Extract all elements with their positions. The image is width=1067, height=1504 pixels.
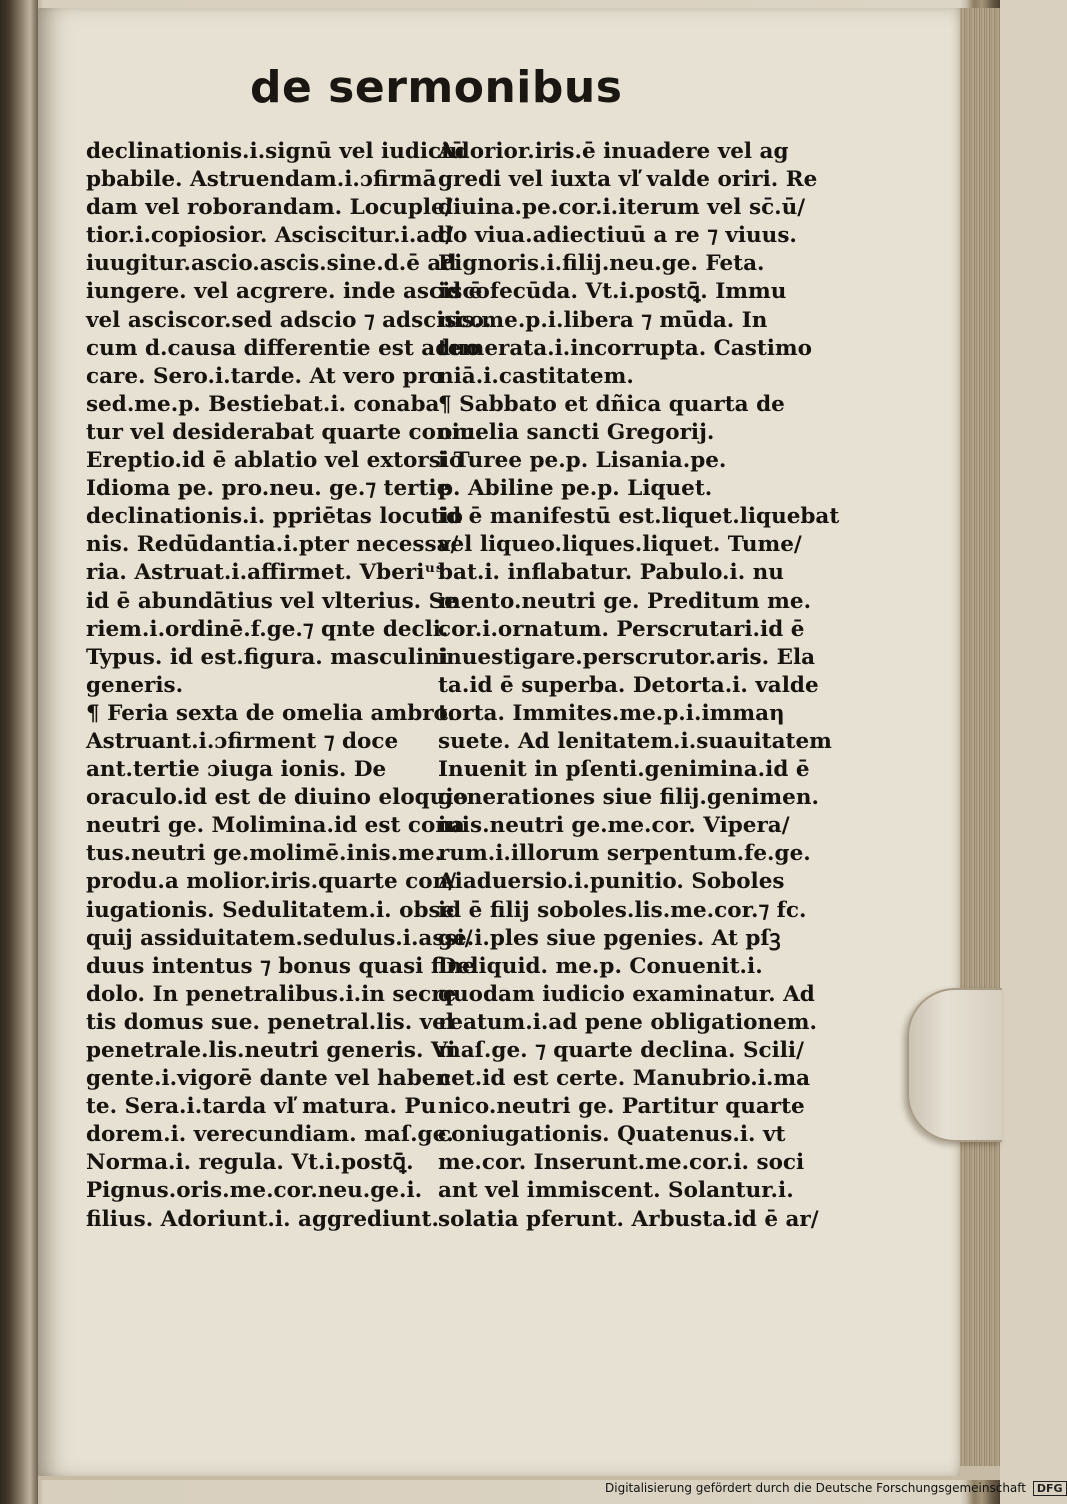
- text-line: tior.i.copiosior. Asciscitur.i.ad/: [86, 223, 454, 249]
- text-line: torta. Immites.me.p.i.immaη: [438, 700, 785, 726]
- book-clasp: [907, 988, 1002, 1142]
- text-line: niā.i.castitatem.: [438, 363, 634, 389]
- text-line: diuina.pe.cor.i.iterum vel sc̄.ū/: [438, 195, 806, 221]
- text-line: maſ.ge. ⁊ quarte declina. Scili/: [438, 1038, 804, 1063]
- text-line: generationes siue filij.genimen.: [438, 785, 819, 811]
- text-line: vel asciscor.sed adscio ⁊ adsciscο.: [86, 307, 492, 333]
- text-line: bat.i. inflabatur. Pabulo.i. nu: [438, 560, 784, 586]
- text-line: duus intentus ⁊ bonus quasi fine: [86, 953, 476, 979]
- text-line: ¶ Sabbato et dñica quarta de: [438, 391, 785, 417]
- text-line: id ē fecūda. Vt.i.postꝗ̄. Immu: [438, 279, 787, 305]
- text-line: oraculo.id est de diuino eloquio: [86, 785, 468, 811]
- text-line: id ē filij soboles.lis.me.cor.⁊ fc.: [438, 897, 807, 923]
- text-line: tus.neutri ge.molimē.inis.me.: [86, 841, 443, 867]
- text-line: iuugitur.ascio.ascis.sine.d.ē ad: [86, 251, 457, 277]
- text-line: riem.i.ordinē.f.ge.⁊ qnte decli.: [86, 616, 449, 642]
- text-line: omelia sancti Gregorij.: [438, 419, 715, 445]
- text-line: coniugationis. Quatenus.i. vt: [438, 1122, 786, 1148]
- text-line: Typus. id est.figura. masculini: [86, 644, 448, 670]
- text-line: Pignoris.i.filij.neu.ge. Feta.: [438, 251, 765, 277]
- text-line: rum.i.illorum serpentum.fe.ge.: [438, 841, 811, 867]
- text-line: id ē manifestū est.liquet.liquebat: [438, 504, 840, 530]
- text-line: gente.i.vigorē dante vel haben: [86, 1066, 452, 1092]
- text-line: pbabile. Astruendam.i.ɔfirmā: [86, 167, 437, 193]
- text-line: Deliquid. me.p. Conuenit.i.: [438, 953, 763, 979]
- digitization-credit: [605, 1481, 1067, 1496]
- text-line: nico.neutri ge. Partitur quarte: [438, 1094, 805, 1120]
- text-line: Inuenit in pſenti.genimina.id ē: [438, 757, 810, 783]
- text-line: generis.: [86, 672, 184, 698]
- text-line: Aiaduersio.i.punitio. Soboles: [438, 869, 785, 895]
- text-line: i Turee pe.p. Lisania.pe.: [438, 448, 727, 474]
- text-line: ria. Astruat.i.affirmet. Vberiᵘˢ: [86, 560, 445, 586]
- text-line: dolo. In penetralibus.i.in secre: [86, 981, 457, 1007]
- text-line: Pignus.oris.me.cor.neu.ge.i.: [86, 1178, 423, 1204]
- text-line: produ.a molior.iris.quarte con/: [86, 869, 457, 895]
- text-line: gredi vel iuxta vľ valde oriri. Re: [438, 167, 818, 193]
- text-line: reatum.i.ad pene obligationem.: [438, 1009, 818, 1035]
- text-line: cum d.causa differentie est aduo: [86, 335, 481, 361]
- text-line: filius. Adoriunt.i. aggrediunt.: [86, 1206, 439, 1232]
- text-line: quij assiduitatem.sedulus.i.assi/: [86, 925, 473, 951]
- text-line: iugationis. Sedulitatem.i. obse: [86, 897, 455, 923]
- text-line: tis domus sue. penetral.lis. vel: [86, 1009, 455, 1035]
- text-line: dorem.i. verecundiam. maſ.ge.: [86, 1122, 454, 1148]
- text-line: Adorior.iris.ē inuadere vel ag: [438, 139, 789, 164]
- text-line: tur vel desiderabat quarte coniu.: [86, 419, 483, 445]
- running-head: de sermonibus: [250, 62, 623, 113]
- book-spine: [0, 0, 38, 1504]
- text-line: ant vel immiscent. Solantur.i.: [438, 1178, 794, 1204]
- credit-text: Digitalisierung gefördert durch die Deutsche Forschungsgemeinschaft: [605, 1481, 1027, 1495]
- text-line: ta.id ē superba. Detorta.i. valde: [438, 672, 819, 698]
- page-edges: [960, 8, 1000, 1468]
- text-line: nis. Redūdantia.i.pter necessa/: [86, 532, 459, 558]
- text-line: sed.me.p. Bestiebat.i. conaba: [86, 391, 440, 417]
- text-line: ant.tertie ɔiuga ionis. De: [86, 757, 387, 783]
- text-line: inis.neutri ge.me.cor. Vipera/: [438, 813, 790, 839]
- text-column-right: [438, 138, 840, 1234]
- text-line: Ereptio.id ē ablatio vel extorsio: [86, 448, 464, 474]
- text-line: Idioma pe. pro.neu. ge.⁊ tertie: [86, 476, 451, 502]
- text-line: cor.i.ornatum. Perscrutari.id ē: [438, 616, 805, 642]
- text-line: do viua.adiectiuū a re ⁊ viuus.: [438, 223, 797, 249]
- text-line: care. Sero.i.tarde. At vero pro: [86, 363, 444, 389]
- text-line: iungere. vel acgrere. inde asciscο: [86, 279, 490, 305]
- text-line: ge.i.ples siue pgenies. At pſꝫ: [438, 925, 781, 951]
- text-line: p. Abiline pe.p. Liquet.: [438, 476, 713, 502]
- text-line: vel liqueo.liques.liquet. Tume/: [438, 532, 802, 558]
- text-line: declinationis.i. ppriētas locutio: [86, 504, 464, 530]
- text-line: te. Sera.i.tarda vľ matura. Pu: [86, 1094, 437, 1120]
- text-line: dam vel roborandam. Locuple/: [86, 195, 453, 221]
- text-line: mento.neutri ge. Preditum me.: [438, 588, 812, 614]
- text-line: neutri ge. Molimina.id est cona: [86, 813, 465, 839]
- text-line: Astruant.i.ɔfirment ⁊ doce: [86, 728, 399, 754]
- text-line: solatia pferunt. Arbusta.id ē ar/: [438, 1206, 819, 1232]
- text-line: id ē abundātius vel vlterius. Se: [86, 588, 458, 614]
- text-column-left: [86, 138, 492, 1234]
- text-line: cet.id est certe. Manubrio.i.ma: [438, 1066, 811, 1092]
- text-line: declinationis.i.signū vel iudiciū: [86, 139, 465, 164]
- text-line: ¶ Feria sexta de omelia ambro.: [86, 700, 455, 726]
- dfg-logo: DFG: [1033, 1481, 1067, 1496]
- text-line: suete. Ad lenitatem.i.suauitatem: [438, 728, 832, 754]
- text-line: inuestigare.perscrutor.aris. Ela: [438, 644, 816, 670]
- text-line: me.cor. Inserunt.me.cor.i. soci: [438, 1150, 805, 1176]
- text-line: Norma.i. regula. Vt.i.postꝗ̄.: [86, 1150, 414, 1176]
- text-line: quodam iudicio examinatur. Ad: [438, 981, 815, 1007]
- text-line: penetrale.lis.neutri generis. Vi: [86, 1038, 456, 1063]
- text-line: temerata.i.incorrupta. Castimo: [438, 335, 813, 361]
- text-line: nis.me.p.i.libera ⁊ mūda. In: [438, 307, 768, 333]
